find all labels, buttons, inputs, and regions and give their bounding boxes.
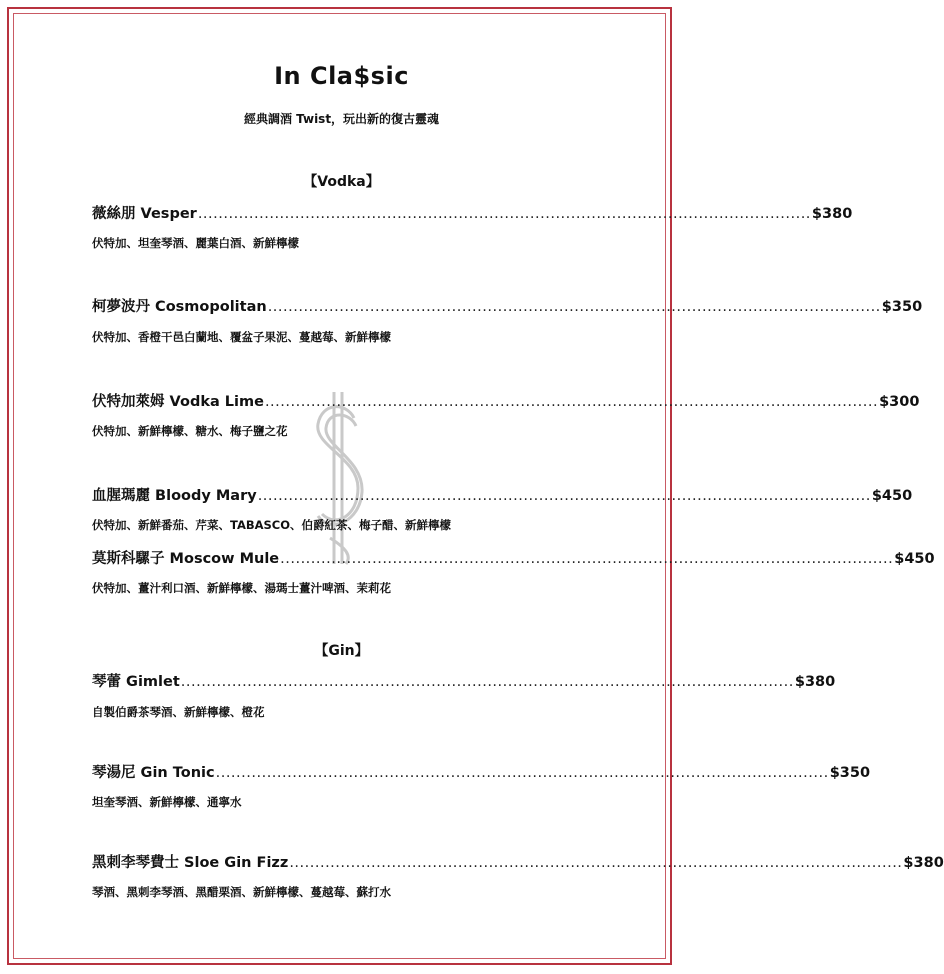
menu-item-name: 血腥瑪麗 Bloody Mary xyxy=(92,488,257,504)
section-heading-gin: 【Gin】 xyxy=(314,643,369,659)
menu-item-name: 琴湯尼 Gin Tonic xyxy=(92,765,215,781)
menu-item xyxy=(92,484,913,506)
dot-leader: ........................................................................................................................ xyxy=(264,394,879,410)
menu-item-name: 黑刺李琴費士 Sloe Gin Fizz xyxy=(92,855,289,871)
page-title: In Cla$sic xyxy=(274,62,409,90)
menu-item xyxy=(92,670,836,692)
dollar-s-logo-icon xyxy=(306,388,370,568)
dot-leader: ........................................................................................................................ xyxy=(180,674,794,690)
menu-item-desc: 伏特加、坦奎琴酒、麗葉白酒、新鮮檸檬 xyxy=(92,236,299,250)
menu-item-price: $350 xyxy=(829,765,871,781)
menu-item-price: $350 xyxy=(881,299,923,315)
menu-item-price: $380 xyxy=(903,855,944,871)
menu-item-desc: 伏特加、新鮮番茄、芹菜、TABASCO、伯爵紅茶、梅子醋、新鮮檸檬 xyxy=(92,518,452,532)
dot-leader: ........................................................................................................................ xyxy=(267,299,881,315)
menu-item-desc: 伏特加、薑汁利口酒、新鮮檸檬、湯瑪士薑汁啤酒、茉莉花 xyxy=(92,581,391,595)
menu-item-name: 柯夢波丹 Cosmopolitan xyxy=(92,299,267,315)
menu-item xyxy=(92,547,935,569)
menu-item-desc: 伏特加、香橙干邑白蘭地、覆盆子果泥、蔓越莓、新鮮檸檬 xyxy=(92,330,391,344)
menu-item xyxy=(92,761,871,783)
menu-item-name: 莫斯科騾子 Moscow Mule xyxy=(92,551,280,567)
dot-leader: ........................................................................................................................ xyxy=(289,855,903,871)
dot-leader: ........................................................................................................................ xyxy=(215,765,829,781)
menu-item xyxy=(92,295,923,317)
menu-item-price: $380 xyxy=(811,206,853,222)
menu-item xyxy=(92,851,944,873)
menu-item-price: $450 xyxy=(871,488,913,504)
menu-item-desc: 伏特加、新鮮檸檬、糖水、梅子鹽之花 xyxy=(92,424,288,438)
menu-item-price: $380 xyxy=(794,674,836,690)
menu-item-desc: 自製伯爵茶琴酒、新鮮檸檬、橙花 xyxy=(92,705,265,719)
menu-item-name: 琴蕾 Gimlet xyxy=(92,674,180,690)
menu-item-price: $450 xyxy=(894,551,935,567)
menu-item-desc: 琴酒、黑刺李琴酒、黑醋栗酒、新鮮檸檬、蔓越莓、蘇打水 xyxy=(92,885,391,899)
dot-leader: ........................................................................................................................ xyxy=(257,488,871,504)
dot-leader: ........................................................................................................................ xyxy=(280,551,894,567)
menu-item-price: $300 xyxy=(879,394,920,410)
menu-item xyxy=(92,202,853,224)
dot-leader: ........................................................................................................................ xyxy=(197,206,811,222)
menu-item-name: 薇絲朋 Vesper xyxy=(92,206,197,222)
menu-item-name: 伏特加萊姆 Vodka Lime xyxy=(92,394,264,410)
menu-item-desc: 坦奎琴酒、新鮮檸檬、通寧水 xyxy=(92,795,242,809)
menu-item xyxy=(92,390,920,412)
section-heading-vodka: 【Vodka】 xyxy=(303,174,380,190)
page-subtitle: 經典調酒 Twist，玩出新的復古靈魂 xyxy=(243,112,440,126)
